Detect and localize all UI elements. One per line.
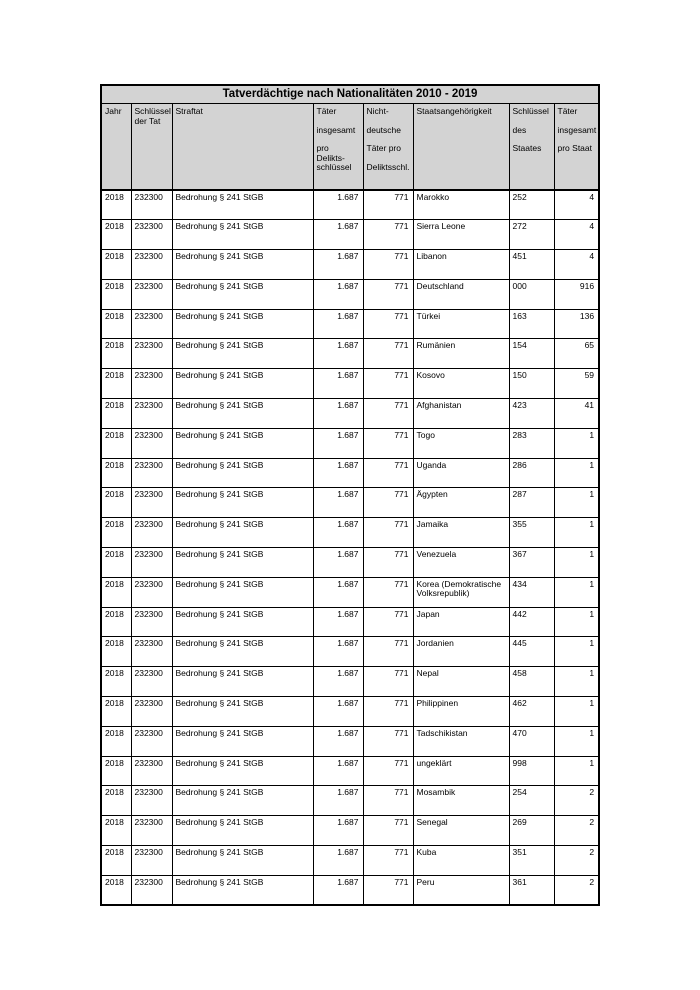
suspects-by-nationality-table bbox=[100, 84, 600, 906]
table-row bbox=[101, 548, 599, 578]
cell-straftat: Bedrohung § 241 StGB bbox=[172, 369, 313, 399]
cell-jahr: 2018 bbox=[101, 637, 131, 667]
cell-schluessel-der-tat: 232300 bbox=[131, 756, 172, 786]
cell-nichtdeutsche-taeter-pro-deliktsschluessel: 771 bbox=[363, 637, 413, 667]
cell-jahr: 2018 bbox=[101, 846, 131, 876]
cell-schluessel-der-tat: 232300 bbox=[131, 577, 172, 607]
cell-nichtdeutsche-taeter-pro-deliktsschluessel: 771 bbox=[363, 667, 413, 697]
cell-taeter-insgesamt-pro-deliktsschluessel: 1.687 bbox=[313, 220, 363, 250]
cell-schluessel-des-staates: 462 bbox=[509, 697, 554, 727]
cell-nichtdeutsche-taeter-pro-deliktsschluessel: 771 bbox=[363, 220, 413, 250]
cell-schluessel-des-staates: 150 bbox=[509, 369, 554, 399]
cell-jahr: 2018 bbox=[101, 339, 131, 369]
cell-jahr: 2018 bbox=[101, 697, 131, 727]
cell-staatsangehoerigkeit: Peru bbox=[413, 875, 509, 905]
cell-schluessel-des-staates: 154 bbox=[509, 339, 554, 369]
cell-schluessel-des-staates: 272 bbox=[509, 220, 554, 250]
cell-staatsangehoerigkeit: Kosovo bbox=[413, 369, 509, 399]
table-row bbox=[101, 726, 599, 756]
cell-staatsangehoerigkeit: Jordanien bbox=[413, 637, 509, 667]
table-row bbox=[101, 875, 599, 905]
cell-staatsangehoerigkeit: Korea (Demokratische Volksrepublik) bbox=[413, 577, 509, 607]
cell-nichtdeutsche-taeter-pro-deliktsschluessel: 771 bbox=[363, 786, 413, 816]
cell-schluessel-der-tat: 232300 bbox=[131, 786, 172, 816]
cell-schluessel-des-staates: 283 bbox=[509, 428, 554, 458]
cell-taeter-insgesamt-pro-staat: 1 bbox=[554, 488, 599, 518]
cell-jahr: 2018 bbox=[101, 816, 131, 846]
cell-staatsangehoerigkeit: Jamaika bbox=[413, 518, 509, 548]
table-row bbox=[101, 369, 599, 399]
cell-taeter-insgesamt-pro-deliktsschluessel: 1.687 bbox=[313, 518, 363, 548]
cell-staatsangehoerigkeit: Kuba bbox=[413, 846, 509, 876]
cell-straftat: Bedrohung § 241 StGB bbox=[172, 577, 313, 607]
table-row bbox=[101, 220, 599, 250]
cell-schluessel-des-staates: 451 bbox=[509, 250, 554, 280]
cell-taeter-insgesamt-pro-deliktsschluessel: 1.687 bbox=[313, 428, 363, 458]
column-header-straftat: Straftat bbox=[172, 104, 313, 191]
cell-straftat: Bedrohung § 241 StGB bbox=[172, 697, 313, 727]
cell-taeter-insgesamt-pro-staat: 1 bbox=[554, 667, 599, 697]
column-header-schluessel-der-tat: Schlüssel der Tat bbox=[131, 104, 172, 191]
cell-schluessel-des-staates: 361 bbox=[509, 875, 554, 905]
column-header-schluessel-des-staates: Schlüssel des Staates bbox=[509, 104, 554, 191]
cell-nichtdeutsche-taeter-pro-deliktsschluessel: 771 bbox=[363, 399, 413, 429]
cell-nichtdeutsche-taeter-pro-deliktsschluessel: 771 bbox=[363, 518, 413, 548]
cell-schluessel-der-tat: 232300 bbox=[131, 458, 172, 488]
cell-schluessel-der-tat: 232300 bbox=[131, 637, 172, 667]
cell-taeter-insgesamt-pro-staat: 916 bbox=[554, 279, 599, 309]
cell-straftat: Bedrohung § 241 StGB bbox=[172, 756, 313, 786]
cell-staatsangehoerigkeit: Türkei bbox=[413, 309, 509, 339]
cell-straftat: Bedrohung § 241 StGB bbox=[172, 279, 313, 309]
cell-jahr: 2018 bbox=[101, 607, 131, 637]
cell-taeter-insgesamt-pro-staat: 2 bbox=[554, 875, 599, 905]
cell-staatsangehoerigkeit: Ägypten bbox=[413, 488, 509, 518]
cell-straftat: Bedrohung § 241 StGB bbox=[172, 548, 313, 578]
cell-taeter-insgesamt-pro-deliktsschluessel: 1.687 bbox=[313, 726, 363, 756]
cell-jahr: 2018 bbox=[101, 399, 131, 429]
table-row bbox=[101, 577, 599, 607]
cell-schluessel-der-tat: 232300 bbox=[131, 369, 172, 399]
cell-straftat: Bedrohung § 241 StGB bbox=[172, 637, 313, 667]
table-title: Tatverdächtige nach Nationalitäten 2010 - 2019 bbox=[101, 85, 599, 104]
cell-taeter-insgesamt-pro-staat: 2 bbox=[554, 846, 599, 876]
cell-nichtdeutsche-taeter-pro-deliktsschluessel: 771 bbox=[363, 279, 413, 309]
cell-staatsangehoerigkeit: Deutschland bbox=[413, 279, 509, 309]
cell-schluessel-der-tat: 232300 bbox=[131, 339, 172, 369]
cell-schluessel-der-tat: 232300 bbox=[131, 488, 172, 518]
cell-schluessel-der-tat: 232300 bbox=[131, 399, 172, 429]
cell-taeter-insgesamt-pro-deliktsschluessel: 1.687 bbox=[313, 548, 363, 578]
cell-schluessel-des-staates: 998 bbox=[509, 756, 554, 786]
table-body bbox=[101, 190, 599, 905]
cell-nichtdeutsche-taeter-pro-deliktsschluessel: 771 bbox=[363, 816, 413, 846]
cell-schluessel-der-tat: 232300 bbox=[131, 548, 172, 578]
cell-schluessel-des-staates: 269 bbox=[509, 816, 554, 846]
cell-taeter-insgesamt-pro-deliktsschluessel: 1.687 bbox=[313, 458, 363, 488]
cell-straftat: Bedrohung § 241 StGB bbox=[172, 250, 313, 280]
cell-nichtdeutsche-taeter-pro-deliktsschluessel: 771 bbox=[363, 190, 413, 220]
cell-taeter-insgesamt-pro-staat: 4 bbox=[554, 220, 599, 250]
cell-jahr: 2018 bbox=[101, 786, 131, 816]
cell-nichtdeutsche-taeter-pro-deliktsschluessel: 771 bbox=[363, 577, 413, 607]
table-row bbox=[101, 667, 599, 697]
cell-jahr: 2018 bbox=[101, 548, 131, 578]
cell-nichtdeutsche-taeter-pro-deliktsschluessel: 771 bbox=[363, 250, 413, 280]
cell-taeter-insgesamt-pro-staat: 1 bbox=[554, 726, 599, 756]
cell-jahr: 2018 bbox=[101, 250, 131, 280]
cell-schluessel-der-tat: 232300 bbox=[131, 428, 172, 458]
column-header-taeter-insgesamt-pro-deliktsschluessel: Täter insgesamt pro Delikts- schlüssel bbox=[313, 104, 363, 191]
cell-nichtdeutsche-taeter-pro-deliktsschluessel: 771 bbox=[363, 488, 413, 518]
cell-staatsangehoerigkeit: Venezuela bbox=[413, 548, 509, 578]
cell-schluessel-der-tat: 232300 bbox=[131, 667, 172, 697]
cell-jahr: 2018 bbox=[101, 488, 131, 518]
cell-straftat: Bedrohung § 241 StGB bbox=[172, 816, 313, 846]
cell-taeter-insgesamt-pro-staat: 4 bbox=[554, 190, 599, 220]
cell-staatsangehoerigkeit: ungeklärt bbox=[413, 756, 509, 786]
cell-straftat: Bedrohung § 241 StGB bbox=[172, 339, 313, 369]
column-header-nichtdeutsche-taeter-pro-deliktsschluessel: Nicht- deutsche Täter pro Deliktsschl. bbox=[363, 104, 413, 191]
cell-taeter-insgesamt-pro-deliktsschluessel: 1.687 bbox=[313, 190, 363, 220]
cell-straftat: Bedrohung § 241 StGB bbox=[172, 518, 313, 548]
cell-schluessel-der-tat: 232300 bbox=[131, 250, 172, 280]
cell-taeter-insgesamt-pro-staat: 1 bbox=[554, 607, 599, 637]
cell-jahr: 2018 bbox=[101, 726, 131, 756]
cell-jahr: 2018 bbox=[101, 577, 131, 607]
cell-straftat: Bedrohung § 241 StGB bbox=[172, 667, 313, 697]
cell-schluessel-der-tat: 232300 bbox=[131, 697, 172, 727]
cell-staatsangehoerigkeit: Sierra Leone bbox=[413, 220, 509, 250]
table-row bbox=[101, 399, 599, 429]
cell-straftat: Bedrohung § 241 StGB bbox=[172, 488, 313, 518]
cell-jahr: 2018 bbox=[101, 875, 131, 905]
cell-schluessel-des-staates: 163 bbox=[509, 309, 554, 339]
cell-schluessel-des-staates: 286 bbox=[509, 458, 554, 488]
cell-schluessel-der-tat: 232300 bbox=[131, 309, 172, 339]
cell-schluessel-der-tat: 232300 bbox=[131, 279, 172, 309]
cell-staatsangehoerigkeit: Nepal bbox=[413, 667, 509, 697]
cell-schluessel-der-tat: 232300 bbox=[131, 816, 172, 846]
table-row bbox=[101, 279, 599, 309]
cell-straftat: Bedrohung § 241 StGB bbox=[172, 875, 313, 905]
cell-staatsangehoerigkeit: Philippinen bbox=[413, 697, 509, 727]
cell-schluessel-des-staates: 252 bbox=[509, 190, 554, 220]
cell-schluessel-der-tat: 232300 bbox=[131, 726, 172, 756]
cell-nichtdeutsche-taeter-pro-deliktsschluessel: 771 bbox=[363, 846, 413, 876]
cell-taeter-insgesamt-pro-deliktsschluessel: 1.687 bbox=[313, 339, 363, 369]
cell-taeter-insgesamt-pro-staat: 1 bbox=[554, 697, 599, 727]
cell-taeter-insgesamt-pro-deliktsschluessel: 1.687 bbox=[313, 667, 363, 697]
cell-taeter-insgesamt-pro-deliktsschluessel: 1.687 bbox=[313, 279, 363, 309]
cell-jahr: 2018 bbox=[101, 667, 131, 697]
cell-nichtdeutsche-taeter-pro-deliktsschluessel: 771 bbox=[363, 607, 413, 637]
cell-staatsangehoerigkeit: Marokko bbox=[413, 190, 509, 220]
table-row bbox=[101, 846, 599, 876]
cell-straftat: Bedrohung § 241 StGB bbox=[172, 726, 313, 756]
cell-jahr: 2018 bbox=[101, 220, 131, 250]
cell-schluessel-des-staates: 442 bbox=[509, 607, 554, 637]
cell-schluessel-des-staates: 445 bbox=[509, 637, 554, 667]
cell-taeter-insgesamt-pro-deliktsschluessel: 1.687 bbox=[313, 607, 363, 637]
cell-taeter-insgesamt-pro-deliktsschluessel: 1.687 bbox=[313, 369, 363, 399]
cell-nichtdeutsche-taeter-pro-deliktsschluessel: 771 bbox=[363, 697, 413, 727]
column-header-staatsangehoerigkeit: Staatsangehörigkeit bbox=[413, 104, 509, 191]
cell-staatsangehoerigkeit: Rumänien bbox=[413, 339, 509, 369]
cell-straftat: Bedrohung § 241 StGB bbox=[172, 607, 313, 637]
table-row bbox=[101, 488, 599, 518]
table-row bbox=[101, 816, 599, 846]
cell-taeter-insgesamt-pro-deliktsschluessel: 1.687 bbox=[313, 488, 363, 518]
table-row bbox=[101, 518, 599, 548]
cell-jahr: 2018 bbox=[101, 190, 131, 220]
cell-jahr: 2018 bbox=[101, 428, 131, 458]
cell-straftat: Bedrohung § 241 StGB bbox=[172, 190, 313, 220]
cell-taeter-insgesamt-pro-staat: 136 bbox=[554, 309, 599, 339]
cell-taeter-insgesamt-pro-staat: 41 bbox=[554, 399, 599, 429]
cell-nichtdeutsche-taeter-pro-deliktsschluessel: 771 bbox=[363, 339, 413, 369]
table-row bbox=[101, 756, 599, 786]
cell-taeter-insgesamt-pro-staat: 1 bbox=[554, 756, 599, 786]
cell-nichtdeutsche-taeter-pro-deliktsschluessel: 771 bbox=[363, 756, 413, 786]
cell-schluessel-des-staates: 000 bbox=[509, 279, 554, 309]
cell-staatsangehoerigkeit: Afghanistan bbox=[413, 399, 509, 429]
cell-taeter-insgesamt-pro-deliktsschluessel: 1.687 bbox=[313, 309, 363, 339]
cell-schluessel-der-tat: 232300 bbox=[131, 518, 172, 548]
table-row bbox=[101, 339, 599, 369]
cell-taeter-insgesamt-pro-staat: 1 bbox=[554, 577, 599, 607]
cell-straftat: Bedrohung § 241 StGB bbox=[172, 846, 313, 876]
table-row bbox=[101, 786, 599, 816]
table-row bbox=[101, 309, 599, 339]
cell-straftat: Bedrohung § 241 StGB bbox=[172, 458, 313, 488]
cell-schluessel-des-staates: 351 bbox=[509, 846, 554, 876]
cell-taeter-insgesamt-pro-staat: 1 bbox=[554, 428, 599, 458]
cell-staatsangehoerigkeit: Libanon bbox=[413, 250, 509, 280]
cell-taeter-insgesamt-pro-deliktsschluessel: 1.687 bbox=[313, 250, 363, 280]
cell-taeter-insgesamt-pro-staat: 4 bbox=[554, 250, 599, 280]
cell-taeter-insgesamt-pro-staat: 1 bbox=[554, 548, 599, 578]
cell-taeter-insgesamt-pro-deliktsschluessel: 1.687 bbox=[313, 816, 363, 846]
cell-jahr: 2018 bbox=[101, 369, 131, 399]
cell-schluessel-der-tat: 232300 bbox=[131, 875, 172, 905]
cell-jahr: 2018 bbox=[101, 458, 131, 488]
title-row bbox=[101, 85, 599, 104]
cell-taeter-insgesamt-pro-staat: 2 bbox=[554, 786, 599, 816]
cell-taeter-insgesamt-pro-deliktsschluessel: 1.687 bbox=[313, 846, 363, 876]
cell-schluessel-der-tat: 232300 bbox=[131, 607, 172, 637]
cell-schluessel-des-staates: 367 bbox=[509, 548, 554, 578]
cell-taeter-insgesamt-pro-deliktsschluessel: 1.687 bbox=[313, 756, 363, 786]
cell-schluessel-des-staates: 470 bbox=[509, 726, 554, 756]
cell-taeter-insgesamt-pro-deliktsschluessel: 1.687 bbox=[313, 786, 363, 816]
cell-schluessel-der-tat: 232300 bbox=[131, 190, 172, 220]
column-header-jahr: Jahr bbox=[101, 104, 131, 191]
cell-staatsangehoerigkeit: Uganda bbox=[413, 458, 509, 488]
cell-straftat: Bedrohung § 241 StGB bbox=[172, 309, 313, 339]
cell-straftat: Bedrohung § 241 StGB bbox=[172, 399, 313, 429]
cell-taeter-insgesamt-pro-deliktsschluessel: 1.687 bbox=[313, 697, 363, 727]
table-row bbox=[101, 250, 599, 280]
cell-taeter-insgesamt-pro-deliktsschluessel: 1.687 bbox=[313, 577, 363, 607]
table-row bbox=[101, 607, 599, 637]
cell-nichtdeutsche-taeter-pro-deliktsschluessel: 771 bbox=[363, 875, 413, 905]
cell-taeter-insgesamt-pro-staat: 1 bbox=[554, 637, 599, 667]
cell-nichtdeutsche-taeter-pro-deliktsschluessel: 771 bbox=[363, 428, 413, 458]
header-row bbox=[101, 104, 599, 191]
cell-nichtdeutsche-taeter-pro-deliktsschluessel: 771 bbox=[363, 726, 413, 756]
table-row bbox=[101, 637, 599, 667]
cell-jahr: 2018 bbox=[101, 756, 131, 786]
cell-taeter-insgesamt-pro-staat: 1 bbox=[554, 518, 599, 548]
cell-straftat: Bedrohung § 241 StGB bbox=[172, 786, 313, 816]
table-row bbox=[101, 190, 599, 220]
cell-staatsangehoerigkeit: Tadschikistan bbox=[413, 726, 509, 756]
cell-schluessel-der-tat: 232300 bbox=[131, 220, 172, 250]
column-header-taeter-insgesamt-pro-staat: Täter insgesamt pro Staat bbox=[554, 104, 599, 191]
cell-taeter-insgesamt-pro-deliktsschluessel: 1.687 bbox=[313, 637, 363, 667]
cell-jahr: 2018 bbox=[101, 279, 131, 309]
cell-schluessel-des-staates: 254 bbox=[509, 786, 554, 816]
cell-straftat: Bedrohung § 241 StGB bbox=[172, 220, 313, 250]
cell-jahr: 2018 bbox=[101, 518, 131, 548]
cell-staatsangehoerigkeit: Senegal bbox=[413, 816, 509, 846]
cell-taeter-insgesamt-pro-staat: 65 bbox=[554, 339, 599, 369]
cell-nichtdeutsche-taeter-pro-deliktsschluessel: 771 bbox=[363, 458, 413, 488]
cell-taeter-insgesamt-pro-deliktsschluessel: 1.687 bbox=[313, 875, 363, 905]
cell-schluessel-des-staates: 434 bbox=[509, 577, 554, 607]
cell-schluessel-der-tat: 232300 bbox=[131, 846, 172, 876]
table-row bbox=[101, 458, 599, 488]
cell-staatsangehoerigkeit: Togo bbox=[413, 428, 509, 458]
table-row bbox=[101, 428, 599, 458]
cell-nichtdeutsche-taeter-pro-deliktsschluessel: 771 bbox=[363, 548, 413, 578]
cell-nichtdeutsche-taeter-pro-deliktsschluessel: 771 bbox=[363, 369, 413, 399]
cell-schluessel-des-staates: 423 bbox=[509, 399, 554, 429]
cell-nichtdeutsche-taeter-pro-deliktsschluessel: 771 bbox=[363, 309, 413, 339]
cell-schluessel-des-staates: 355 bbox=[509, 518, 554, 548]
cell-taeter-insgesamt-pro-deliktsschluessel: 1.687 bbox=[313, 399, 363, 429]
table-row bbox=[101, 697, 599, 727]
cell-staatsangehoerigkeit: Japan bbox=[413, 607, 509, 637]
cell-taeter-insgesamt-pro-staat: 59 bbox=[554, 369, 599, 399]
cell-taeter-insgesamt-pro-staat: 1 bbox=[554, 458, 599, 488]
cell-schluessel-des-staates: 458 bbox=[509, 667, 554, 697]
cell-jahr: 2018 bbox=[101, 309, 131, 339]
cell-schluessel-des-staates: 287 bbox=[509, 488, 554, 518]
cell-staatsangehoerigkeit: Mosambik bbox=[413, 786, 509, 816]
cell-straftat: Bedrohung § 241 StGB bbox=[172, 428, 313, 458]
cell-taeter-insgesamt-pro-staat: 2 bbox=[554, 816, 599, 846]
